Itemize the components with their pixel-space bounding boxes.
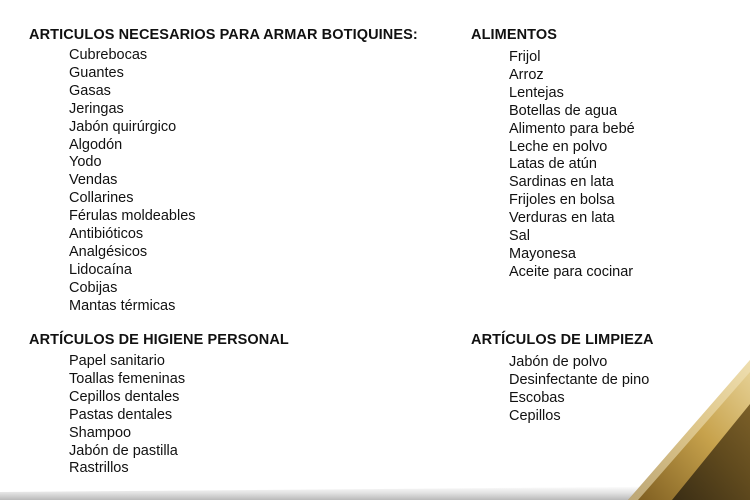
list-botiquines <box>69 47 418 316</box>
list-item: Shampoo <box>69 424 132 441</box>
list-item: Sardinas en lata <box>509 174 614 191</box>
list-item: Cepillos <box>509 407 561 424</box>
list-item: Cubrebocas <box>69 47 148 63</box>
list-item: Arroz <box>509 66 544 83</box>
list-item: Rastrillos <box>69 460 129 477</box>
list-item: Lidocaína <box>69 261 132 278</box>
list-item: Cobijas <box>69 279 118 296</box>
list-higiene <box>69 353 289 478</box>
section-title-botiquines: ARTICULOS NECESARIOS PARA ARMAR BOTIQUINES: <box>29 27 418 43</box>
list-item: Latas de atún <box>509 156 597 173</box>
list-item: Papel sanitario <box>69 353 165 369</box>
section-alimentos <box>471 26 635 282</box>
list-item: Frijoles en bolsa <box>509 192 615 209</box>
section-title-higiene: ARTÍCULOS DE HIGIENE PERSONAL <box>29 332 289 348</box>
list-item: Botellas de agua <box>509 102 618 119</box>
list-item: Gasas <box>69 82 111 99</box>
list-item: Sal <box>509 228 530 245</box>
list-item: Alimento para bebé <box>509 120 635 137</box>
list-item: Mantas térmicas <box>69 297 176 314</box>
list-item: Leche en polvo <box>509 138 608 155</box>
gold-corner-decoration <box>610 360 750 500</box>
list-item: Guantes <box>69 64 124 81</box>
list-item: Verduras en lata <box>509 210 615 227</box>
section-higiene <box>29 331 289 478</box>
list-item: Yodo <box>69 154 102 171</box>
list-item: Jabón de pastilla <box>69 442 178 459</box>
section-title-limpieza: ARTÍCULOS DE LIMPIEZA <box>471 332 654 348</box>
list-item: Jeringas <box>69 100 124 117</box>
list-item: Férulas moldeables <box>69 208 196 225</box>
list-item: Pastas dentales <box>69 406 173 423</box>
list-item: Vendas <box>69 172 118 189</box>
list-item: Analgésicos <box>69 243 148 260</box>
list-item: Mayonesa <box>509 245 576 262</box>
list-item: Antibióticos <box>69 226 144 243</box>
list-item: Jabón de polvo <box>509 354 608 370</box>
section-title-alimentos: ALIMENTOS <box>471 27 558 43</box>
list-item: Jabón quirúrgico <box>69 118 177 135</box>
list-item: Desinfectante de pino <box>509 371 650 388</box>
list-item: Cepillos dentales <box>69 388 180 405</box>
list-item: Frijol <box>509 49 541 65</box>
list-item: Toallas femeninas <box>69 370 186 387</box>
list-item: Lentejas <box>509 84 564 101</box>
section-botiquines <box>29 26 418 316</box>
list-item: Escobas <box>509 389 565 406</box>
list-item: Algodón <box>69 136 123 153</box>
list-alimentos <box>509 49 635 282</box>
list-item: Aceite para cocinar <box>509 263 634 280</box>
list-item: Collarines <box>69 190 134 207</box>
